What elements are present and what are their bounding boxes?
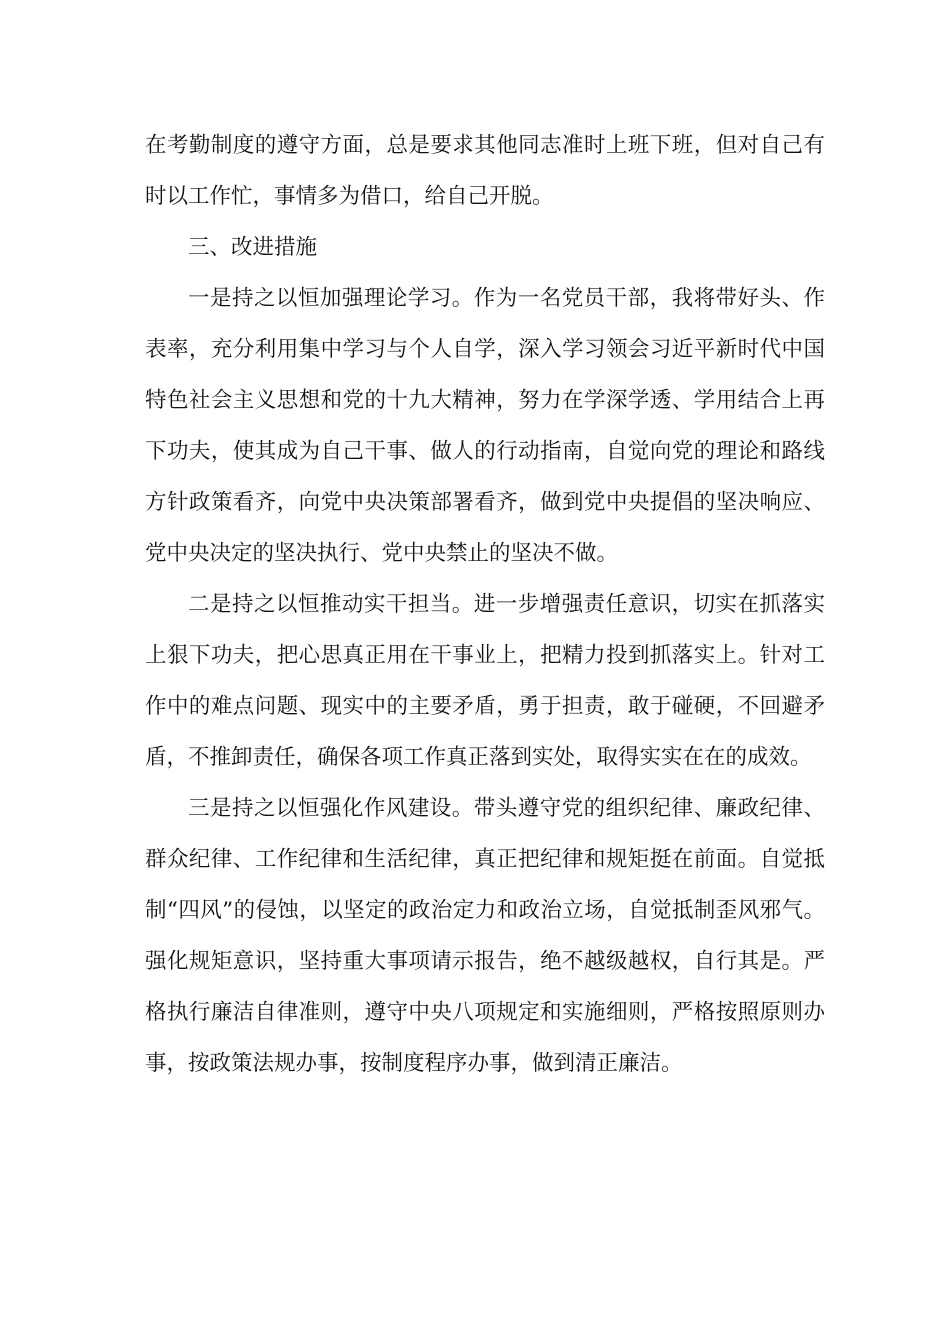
document-body: [145, 120, 825, 1089]
paragraph-attendance: 在考勤制度的遵守方面，总是要求其他同志准时上班下班，但对自己有时以工作忙，事情多为借口，给自己开脱。: [145, 133, 825, 209]
paragraph-theory-study: 一是持之以恒加强理论学习。作为一名党员干部，我将带好头、作表率，充分利用集中学习与个人自学，深入学习领会习近平新时代中国特色社会主义思想和党的十九大精神，努力在学深学透、学用结合上再下功夫，使其成为自己干事、做人的行动指南，自觉向党的理论和路线方针政策看齐，向党中央决策部署看齐，做到党中央提倡的坚决响应、党中央决定的坚决执行、党中央禁止的坚决不做。: [145, 286, 825, 566]
paragraph-work-style: 三是持之以恒强化作风建设。带头遵守党的组织纪律、廉政纪律、群众纪律、工作纪律和生活纪律，真正把纪律和规矩挺在前面。自觉抵制“四风”的侵蚀，以坚定的政治定力和政治立场，自觉抵制歪风邪气。强化规矩意识，坚持重大事项请示报告，绝不越级越权，自行其是。严格执行廉洁自律准则，遵守中央八项规定和实施细则，严格按照原则办事，按政策法规办事，按制度程序办事，做到清正廉洁。: [145, 796, 825, 1076]
paragraph-practical-responsibility: 二是持之以恒推动实干担当。进一步增强责任意识，切实在抓落实上狠下功夫，把心思真正用在干事业上，把精力投到抓落实上。针对工作中的难点问题、现实中的主要矛盾，勇于担责，敢于碰硬，不回避矛盾，不推卸责任，确保各项工作真正落到实处，取得实实在在的成效。: [145, 592, 825, 770]
section-heading-improvements: 三、改进措施: [188, 235, 318, 260]
